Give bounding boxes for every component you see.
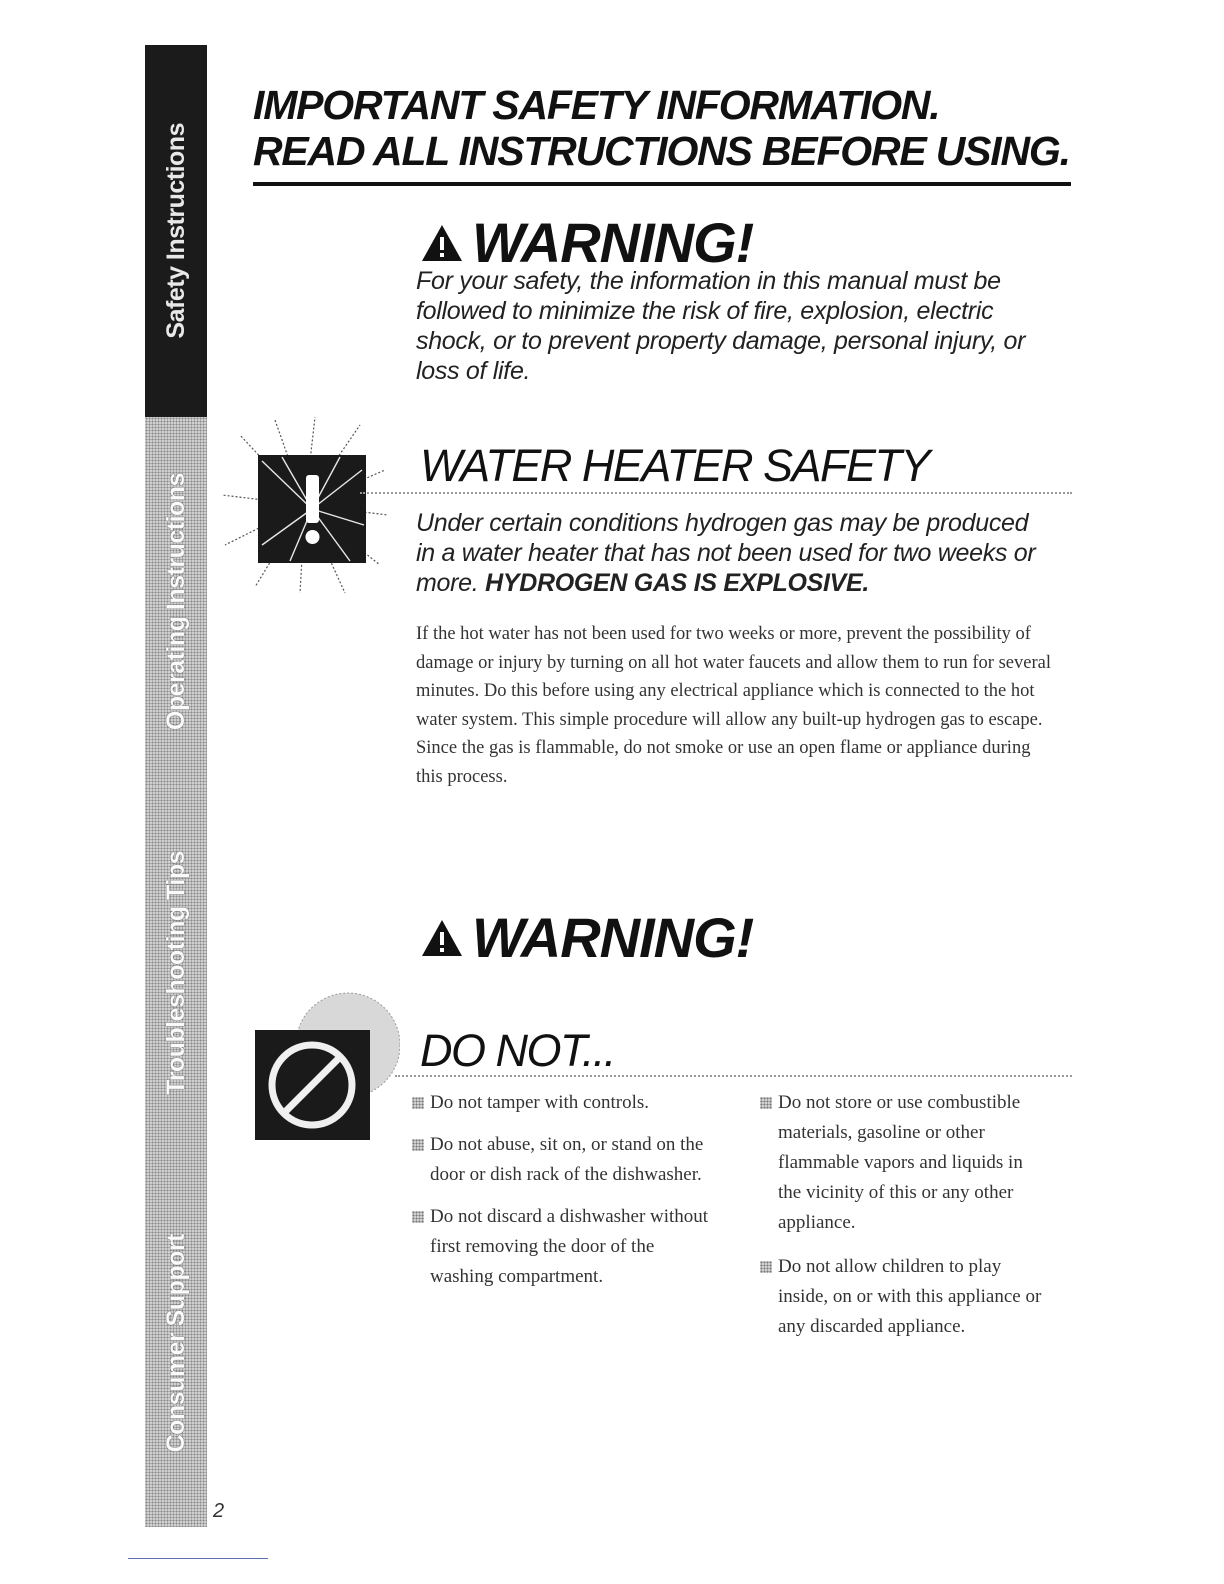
page-number: 2 xyxy=(213,1500,225,1522)
water-heater-body: If the hot water has not been used for two weeks or more, prevent the possibility of damage or injury by turning on all hot water faucets and allow them to run for several minutes. Do this before using any electrical appliance which is connected to the hot water system. This simple procedure will allow any built-up hydrogen gas to escape. Since the gas is flammable, do not smoke or use an open flame or appliance during this process. xyxy=(416,624,1051,787)
hydrogen-intro: Under certain conditions hydrogen gas may be produced in a water heater that has not been used for two weeks or more. xyxy=(416,509,1036,597)
list-item: Do not store or use combustible materials, gasoline or other flammable vapors and liquids in the vicinity of this or any other appliance. xyxy=(760,1088,1050,1238)
header-divider xyxy=(253,182,1071,186)
page-header xyxy=(253,82,1071,174)
list-item: Do not allow children to play inside, on or with this appliance or any discarded appliance. xyxy=(760,1252,1050,1342)
section-tabs xyxy=(145,45,207,1527)
do-not-list-right xyxy=(760,1088,1050,1354)
do-not-list-left xyxy=(412,1088,732,1304)
warning-title: WARNING! xyxy=(472,211,754,274)
bullet-icon xyxy=(760,1097,772,1109)
exclamation-burst-icon xyxy=(220,415,390,595)
tab-label: Consumer Support xyxy=(161,1233,190,1453)
warning-triangle-icon xyxy=(420,918,464,958)
warning-heading-2 xyxy=(420,905,753,970)
list-item: Do not abuse, sit on, or stand on the door or dish rack of the dishwasher. xyxy=(412,1130,722,1190)
bottom-rule xyxy=(128,1558,268,1559)
tab-consumer-support[interactable] xyxy=(145,1159,207,1527)
header-line-2: READ ALL INSTRUCTIONS BEFORE USING. xyxy=(253,128,1070,174)
tab-troubleshooting-tips[interactable] xyxy=(145,787,207,1160)
tab-label: Safety Instructions xyxy=(161,123,190,339)
warning-triangle-icon xyxy=(420,223,464,263)
bullet-icon xyxy=(412,1139,424,1151)
prohibition-icon xyxy=(250,990,400,1150)
hydrogen-warning xyxy=(416,508,1046,598)
list-item: Do not discard a dishwasher without first removing the door of the washing compartment. xyxy=(412,1202,717,1292)
tab-operating-instructions[interactable] xyxy=(145,417,207,788)
bullet-icon xyxy=(760,1261,772,1273)
tab-label: Operating Instructions xyxy=(161,473,190,731)
header-line-1: IMPORTANT SAFETY INFORMATION. xyxy=(253,82,940,128)
tab-safety-instructions[interactable] xyxy=(145,45,207,418)
water-heater-rule xyxy=(360,492,1072,494)
bullet-icon xyxy=(412,1211,424,1223)
tab-label: Troubleshooting Tips xyxy=(161,851,190,1095)
list-item: Do not tamper with controls. xyxy=(412,1088,732,1118)
bullet-icon xyxy=(412,1097,424,1109)
do-not-rule xyxy=(395,1075,1072,1077)
water-heater-title: WATER HEATER SAFETY xyxy=(420,440,930,491)
warning-intro-text: For your safety, the information in this manual must be followed to minimize the risk of fire, explosion, electric shock, or to prevent property damage, personal injury, or loss of life. xyxy=(416,267,1026,385)
hydrogen-emphasis: HYDROGEN GAS IS EXPLOSIVE. xyxy=(485,569,870,597)
do-not-title: DO NOT... xyxy=(420,1025,615,1076)
warning-title: WARNING! xyxy=(472,906,754,969)
